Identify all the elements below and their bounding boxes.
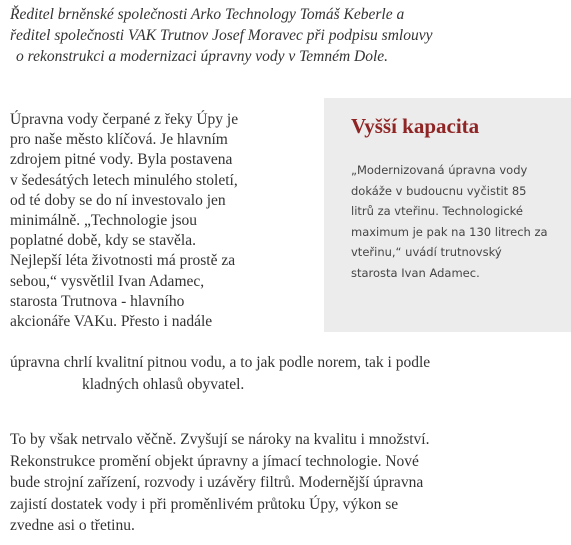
paragraph-line: v šedesátých letech minulého století, — [10, 171, 238, 189]
paragraph-line: kladných ohlasů obyvatel. — [82, 375, 245, 393]
quote-line: vteřinu,“ uvádí trutnovský — [351, 245, 502, 259]
caption-line: ředitel společnosti VAK Trutnov Josef Moravec při podpisu smlouvy — [10, 27, 433, 44]
sidebar-box — [324, 98, 571, 332]
caption-line: Ředitel brněnské společnosti Arko Technology Tomáš Keberle a — [10, 6, 405, 23]
quote-line: maximum je pak na 130 litrech za — [351, 224, 548, 239]
paragraph-line: Nejlepší léta životnosti má prostě za — [10, 252, 236, 270]
paragraph-line: od té doby se do ní investovalo jen — [10, 191, 226, 209]
paragraph-line: zvedne asi o třetinu. — [10, 517, 135, 534]
photo-caption — [10, 4, 565, 67]
paragraph-line: bude strojní zařízení, rozvody i uzávěry filtrů. Modernější úpravna — [10, 474, 424, 491]
paragraph-line: pro naše město klíčová. Je hlavním — [10, 131, 228, 149]
paragraph-line: starosta Trutnova - hlavního — [10, 292, 185, 310]
sidebar-box-title: Vyšší kapacita — [351, 114, 480, 138]
paragraph-line: minimálně. „Technologie jsou — [10, 212, 198, 230]
quote-line: starosta Ivan Adamec. — [351, 265, 480, 280]
paragraph-line: zdrojem pitné vody. Byla postavena — [10, 151, 233, 169]
paragraph-line: Rekonstrukce promění objekt úpravny a jímací technologie. Nové — [10, 452, 419, 470]
paragraph-line: zajistí dostatek vody i při proměnlivém průtoku Úpy, výkon se — [10, 495, 399, 513]
quote-line: „Modernizovaná úpravna vody — [351, 163, 528, 177]
quote-line: litrů za vteřinu. Technologické — [351, 204, 523, 218]
paragraph-line: akcionáře VAKu. Přesto i nadále — [10, 313, 213, 331]
paragraph-line: sebou,“ vysvětlil Ivan Adamec, — [10, 272, 205, 290]
paragraph-line: To by však netrvalo věčně. Zvyšují se nároky na kvalitu i množství. — [10, 431, 430, 448]
article-paragraph-1 — [10, 110, 310, 332]
paragraph-line: poplatné době, kdy se stavěla. — [10, 232, 196, 250]
caption-line: o rekonstrukci a modernizaci úpravny vody v Temném Dole. — [16, 48, 389, 65]
paragraph-line: úpravna chrlí kvalitní pitnou vodu, a to jak podle norem, tak i podle — [10, 354, 431, 371]
article-paragraph-1-continued — [10, 352, 565, 395]
paragraph-line: Úpravna vody čerpané z řeky Úpy je — [10, 111, 239, 128]
article-paragraph-2 — [10, 429, 565, 537]
sidebar-box-quote — [351, 160, 566, 283]
quote-line: dokáže v budoucnu vyčistit 85 — [351, 183, 527, 198]
